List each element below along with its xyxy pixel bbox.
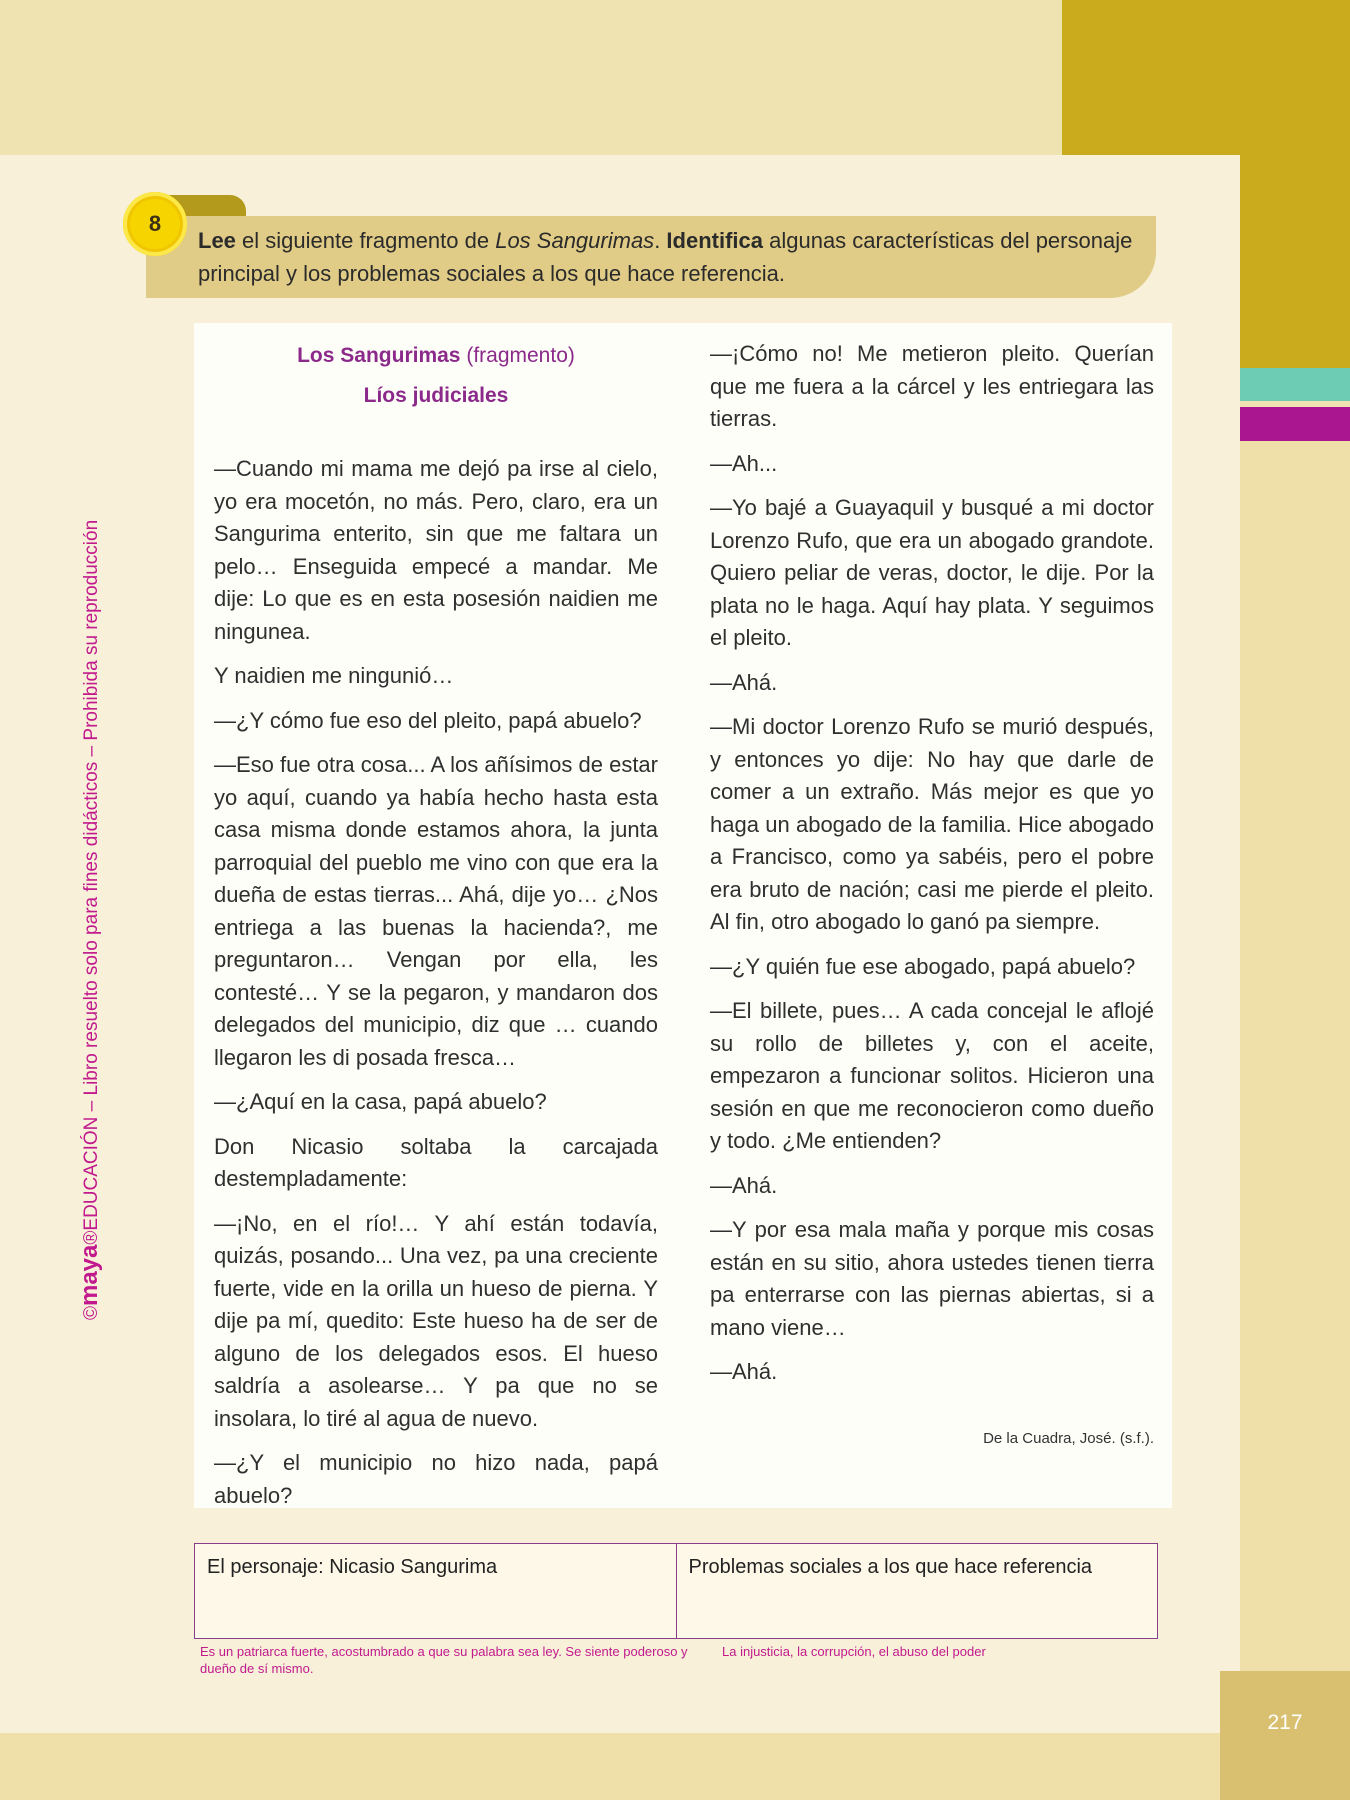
- answer-character: Es un patriarca fuerte, acostumbrado a que su palabra sea ley. Se siente poderoso y dueño de sí mismo.: [200, 1644, 688, 1676]
- story-title: [214, 341, 658, 371]
- instruction-part-3: algunas características del personaje principal y los problemas sociales a los que hace referencia.: [198, 228, 1133, 286]
- instruction-book-title: Los Sangurimas: [495, 228, 655, 253]
- paragraph: Y naidien me ningunió…: [214, 663, 454, 688]
- page-number: 217: [1267, 1711, 1303, 1734]
- paragraph: —Ah...: [710, 450, 778, 476]
- bottom-band: [0, 1733, 1220, 1800]
- paragraph: —¿Y quién fue ese abogado, papá abuelo?: [710, 953, 1136, 979]
- paragraph: Don Nicasio soltaba la carcajada destempladamente:: [214, 1133, 658, 1191]
- corner-decoration: [1062, 0, 1350, 155]
- instruction-keyword-identifica: Identifica: [666, 228, 763, 253]
- story-subtitle: Líos judiciales: [363, 384, 509, 407]
- instruction-keyword-lee: Lee: [198, 228, 236, 253]
- story-title-suffix: (fragmento): [460, 344, 575, 367]
- paragraph: —¡Cómo no! Me metieron pleito. Querían que me fuera a la cárcel y les entriegara las tierras.: [710, 341, 1154, 431]
- page-number-box: [1220, 1671, 1350, 1800]
- paragraph: —¿Aquí en la casa, papá abuelo?: [214, 1089, 547, 1114]
- side-decoration-gold: [1240, 155, 1350, 370]
- instruction-part-1: el siguiente fragmento de: [235, 228, 496, 253]
- copyright-symbol: ©: [81, 1306, 102, 1320]
- passage-column-left: [214, 323, 658, 1524]
- copyright-notice: [72, 460, 108, 1320]
- reading-passage: [194, 323, 1172, 1508]
- paragraph: —¡No, en el río!… Y ahí están todavía, quizás, posando... Una vez, pa una creciente fuerte, vide en la orilla un hueso de pierna. Y dije pa mí, quedito: Este hueso ha de ser de alguno de los delegados esos. El hueso saldría a asolearse… Y pa que no se insolara, lo tiré al agua de nuevo.: [214, 1210, 658, 1431]
- paragraph: —Y por esa mala maña y porque mis cosas están en su sitio, ahora ustedes tienen tierra pa enterrarse con las piernas abiertas, si a mano viene…: [710, 1217, 1154, 1340]
- paragraph: —Ahá.: [710, 669, 778, 695]
- citation: De la Cuadra, José. (s.f.).: [983, 1429, 1154, 1447]
- answer-table: [194, 1543, 1158, 1639]
- registered-symbol: ®: [81, 1230, 102, 1245]
- instruction-part-2: .: [654, 228, 667, 253]
- paragraph: —Ahá.: [710, 1359, 778, 1384]
- paragraph: —Yo bajé a Guayaquil y busqué a mi doctor Lorenzo Rufo, que era un abogado grandote. Quiero peliar de veras, doctor, le dije. Por la plata no le haga. Aquí hay plata. Y seguimos el pleito.: [710, 495, 1154, 650]
- story-title-main: Los Sangurimas: [297, 344, 461, 367]
- answer-header-social-problems: Problemas sociales a los que hace referencia: [676, 1544, 1158, 1639]
- paragraph: —¿Y cómo fue eso del pleito, papá abuelo?: [214, 707, 642, 733]
- side-decoration-teal: [1240, 368, 1350, 401]
- paragraph: —Eso fue otra cosa... A los añísimos de estar yo aquí, cuando ya había hecho hasta esta casa misma donde estamos ahora, la junta parroquial del pueblo me vino con que era la dueña de estas tierras... Ahá, dije yo… ¿Nos entriega a las buenas la hacienda?, me preguntaron… Vengan por ella, les contesté… Y se la pegaron, y mandaron dos delegados del municipio, diz que … cuando llegaron les di posada fresca…: [214, 752, 658, 1070]
- publisher-logo: maya: [76, 1244, 103, 1306]
- activity-number-badge: 8: [123, 192, 187, 256]
- answer-social-problems: La injusticia, la corrupción, el abuso del poder: [722, 1644, 986, 1659]
- side-decoration-magenta: [1240, 407, 1350, 441]
- copyright-text: EDUCACIÓN – Libro resuelto solo para fines didácticos – Prohibida su reproducción: [81, 519, 102, 1231]
- top-band: [0, 0, 1062, 155]
- paragraph: —¿Y el municipio no hizo nada, papá abuelo?: [214, 1450, 658, 1508]
- paragraph: —Cuando mi mama me dejó pa irse al cielo, yo era mocetón, no más. Pero, claro, era un Sangurima enterito, sin que me faltara un pelo… Enseguida empecé a mandar. Me dije: Lo que es en esta posesión naidien me ningunea.: [214, 456, 658, 644]
- answer-header-character: El personaje: Nicasio Sangurima: [195, 1544, 677, 1639]
- paragraph: —Mi doctor Lorenzo Rufo se murió después, y entonces yo dije: No hay que darle de comer a un extraño. Más mejor es que yo haga un abogado de la familia. Hice abogado a Francisco, como ya sabéis, pero el pobre era bruto de nación; casi me pierde el pleito. Al fin, otro abogado lo ganó pa siempre.: [710, 714, 1154, 934]
- passage-column-right: [710, 338, 1154, 1449]
- activity-instruction: [198, 224, 1148, 290]
- paragraph: —Ahá.: [710, 1172, 778, 1198]
- side-decoration-light: [1240, 441, 1350, 1671]
- paragraph: —El billete, pues… A cada concejal le aflojé su rollo de billetes y, con el aceite, empezaron a funcionar solitos. Hicieron una sesión en que me reconocieron como dueño y todo. ¿Me entienden?: [710, 998, 1154, 1153]
